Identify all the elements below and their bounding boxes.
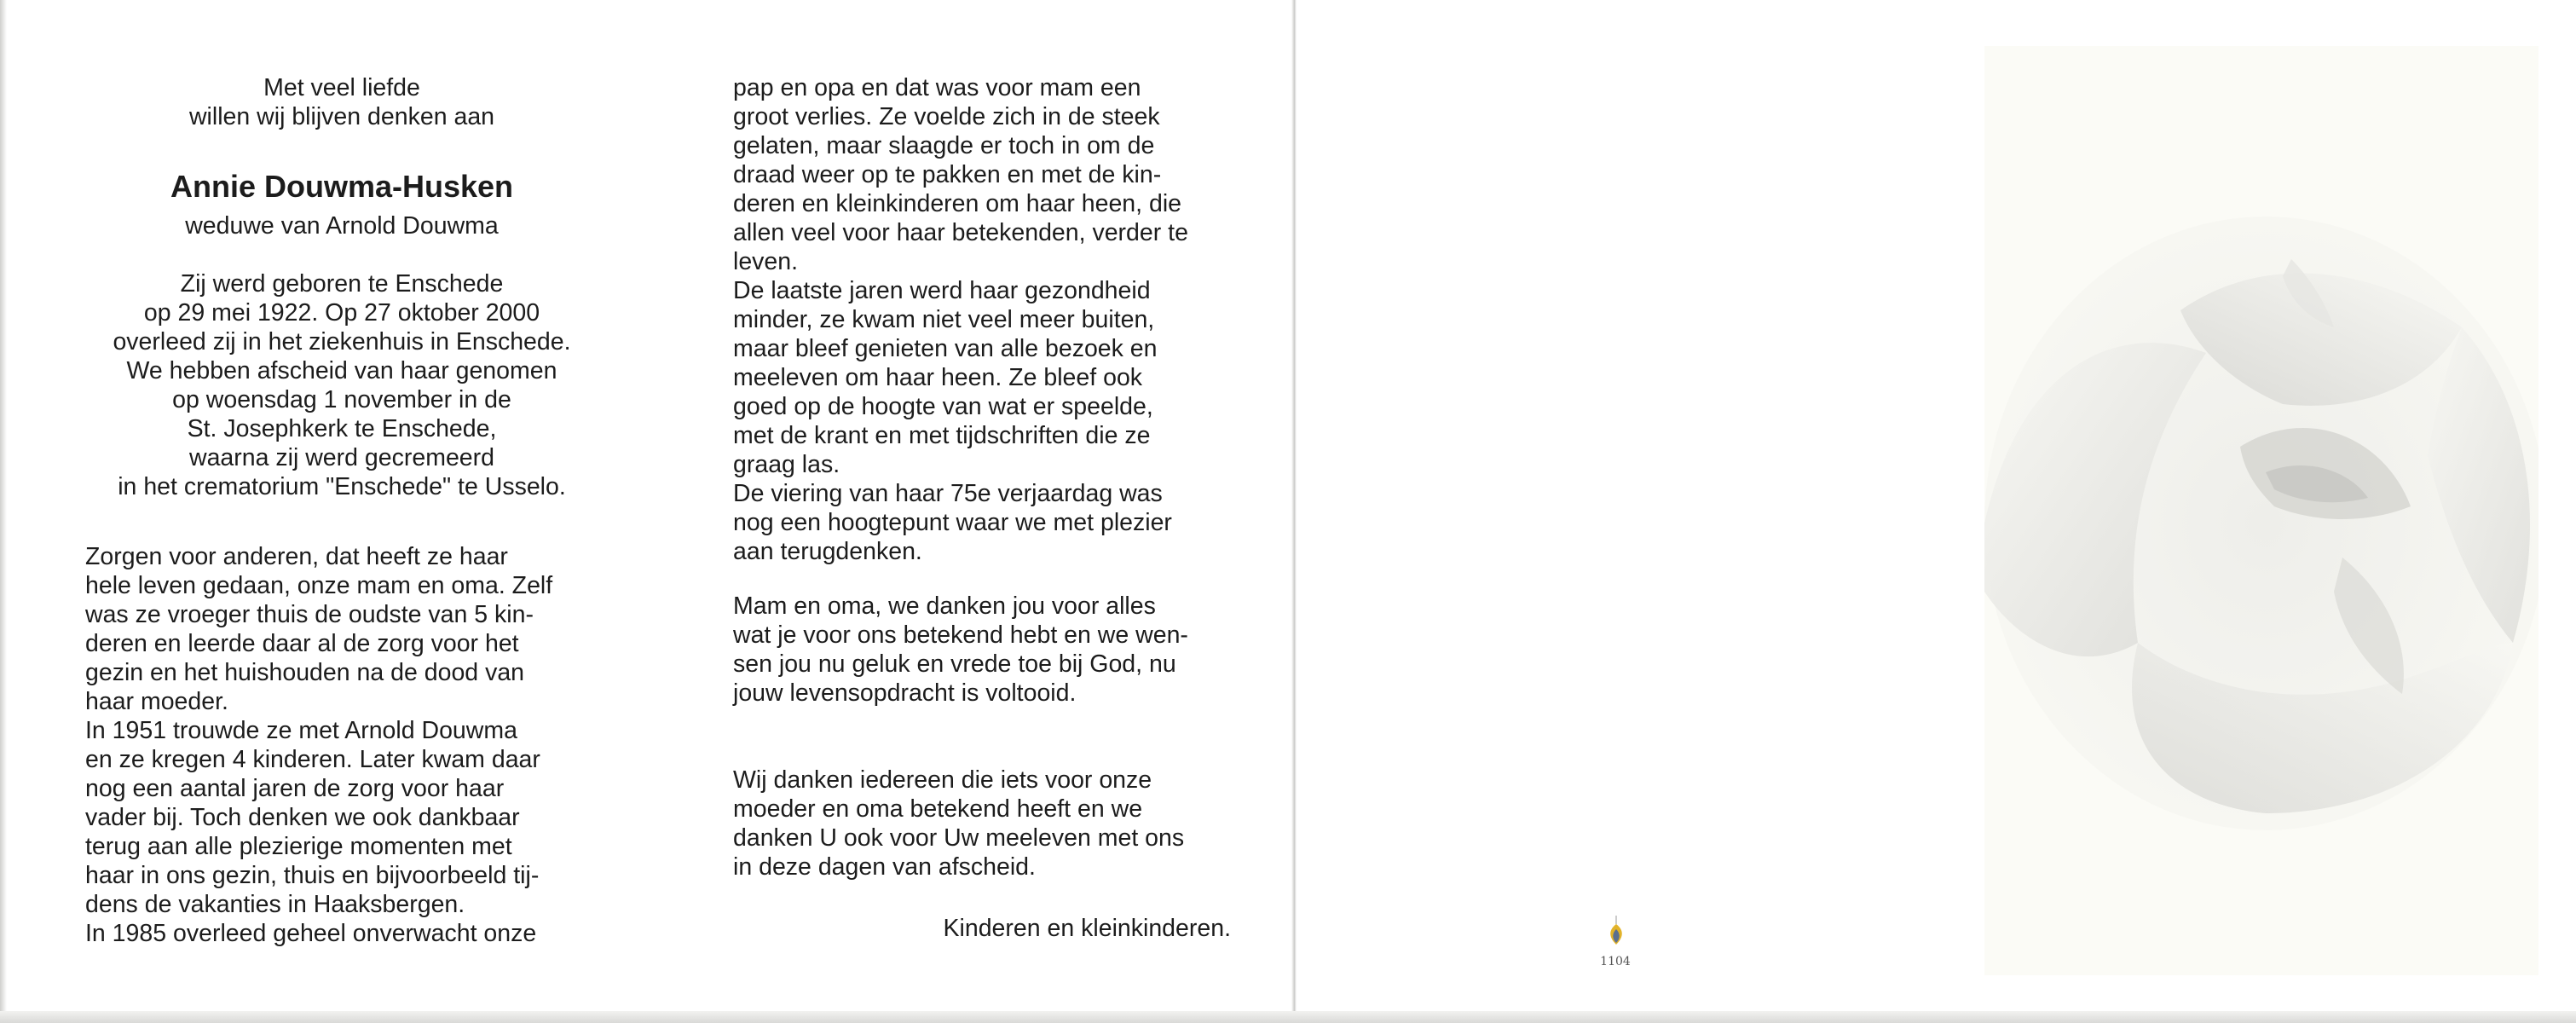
intro-line: willen wij blijven denken aan <box>188 103 495 130</box>
paragraph <box>733 276 1231 479</box>
text-line: vader bij. Toch denken we ook dankbaar <box>85 804 520 831</box>
paragraph <box>733 479 1231 566</box>
text-line: aan terugdenken. <box>733 538 922 565</box>
details-line: in het crematorium "Enschede" te Usselo. <box>118 473 566 500</box>
details-line: St. Josephkerk te Enschede, <box>187 415 497 442</box>
text-line: hele leven gedaan, onze mam en oma. Zelf <box>85 572 553 599</box>
text-line: jouw levensopdracht is voltooid. <box>733 679 1077 707</box>
text-line: moeder en oma betekend heeft en we <box>733 795 1143 823</box>
text-line: nog een hoogtepunt waar we met plezier <box>733 509 1172 536</box>
signature: Kinderen en kleinkinderen. <box>943 915 1231 942</box>
text-line: leven. <box>733 248 799 275</box>
text-line: pap en opa en dat was voor mam een <box>733 74 1141 101</box>
rose-photo <box>1984 46 2538 975</box>
card-fold <box>1291 0 1297 1016</box>
text-line: sen jou nu geluk en vrede toe bij God, nu <box>733 650 1176 678</box>
intro-text <box>82 73 602 131</box>
card-left-edge <box>0 0 7 1016</box>
life-details <box>82 269 602 501</box>
text-line: deren en leerde daar al de zorg voor het <box>85 630 519 657</box>
paragraph <box>733 73 1231 276</box>
text-line: gezin en het huishouden na de dood van <box>85 659 525 686</box>
thanks-text <box>733 592 1231 708</box>
gratitude-text <box>733 766 1231 881</box>
text-line: In 1951 trouwde ze met Arnold Douwma <box>85 717 517 744</box>
text-line: terug aan alle plezierige momenten met <box>85 833 512 860</box>
rose-image <box>1984 46 2538 975</box>
text-line: graag las. <box>733 451 840 478</box>
candle-flame-icon <box>1603 914 1630 948</box>
text-line: De viering van haar 75e verjaardag was <box>733 480 1163 507</box>
text-line: gelaten, maar slaagde er toch in om de <box>733 132 1155 159</box>
details-line: overleed zij in het ziekenhuis in Enschede. <box>113 328 571 355</box>
text-line: danken U ook voor Uw meeleven met ons <box>733 824 1185 852</box>
deceased-name: Annie Douwma-Husken <box>170 169 514 204</box>
details-line: op woensdag 1 november in de <box>172 386 511 413</box>
text-line: De laatste jaren werd haar gezondheid <box>733 277 1151 304</box>
text-line: was ze vroeger thuis de oudste van 5 kin- <box>85 601 534 628</box>
print-code: 1104 <box>1600 955 1631 968</box>
text-line: nog een aantal jaren de zorg voor haar <box>85 775 505 802</box>
deceased-subtitle: weduwe van Arnold Douwma <box>185 212 499 240</box>
text-line: wat je voor ons betekend hebt en we wen- <box>733 621 1188 649</box>
text-line: minder, ze kwam niet veel meer buiten, <box>733 306 1155 333</box>
details-line: waarna zij werd gecremeerd <box>189 444 494 471</box>
paragraph <box>85 542 585 716</box>
left-body-text <box>85 542 585 948</box>
middle-body-text <box>733 73 1231 566</box>
text-line: maar bleef genieten van alle bezoek en <box>733 335 1158 362</box>
text-line: Zorgen voor anderen, dat heeft ze haar <box>85 543 508 570</box>
text-line: en ze kregen 4 kinderen. Later kwam daar <box>85 746 540 773</box>
details-line: op 29 mei 1922. Op 27 oktober 2000 <box>143 299 540 327</box>
text-line: haar moeder. <box>85 688 228 715</box>
paragraph <box>85 716 585 919</box>
text-line: deren en kleinkinderen om haar heen, die <box>733 190 1182 217</box>
intro-line: Met veel liefde <box>263 74 420 101</box>
paragraph <box>85 919 585 948</box>
text-line: allen veel voor haar betekenden, verder te <box>733 219 1188 246</box>
text-line: met de krant en met tijdschriften die ze <box>733 422 1151 449</box>
text-line: haar in ons gezin, thuis en bijvoorbeeld tij- <box>85 862 540 889</box>
text-line: Wij danken iedereen die iets voor onze <box>733 766 1152 794</box>
text-line: dens de vakanties in Haaksbergen. <box>85 891 465 918</box>
text-line: draad weer op te pakken en met de kin- <box>733 161 1162 188</box>
text-line: in deze dagen van afscheid. <box>733 853 1036 881</box>
details-line: Zij werd geboren te Enschede <box>180 270 504 298</box>
text-line: meeleven om haar heen. Ze bleef ook <box>733 364 1143 391</box>
text-line: groot verlies. Ze voelde zich in de steek <box>733 103 1160 130</box>
card-bottom-edge <box>0 1011 2576 1023</box>
text-line: Mam en oma, we danken jou voor alles <box>733 592 1156 620</box>
details-line: We hebben afscheid van haar genomen <box>126 357 557 384</box>
text-line: goed op de hoogte van wat er speelde, <box>733 393 1153 420</box>
text-line: In 1985 overleed geheel onverwacht onze <box>85 920 537 947</box>
